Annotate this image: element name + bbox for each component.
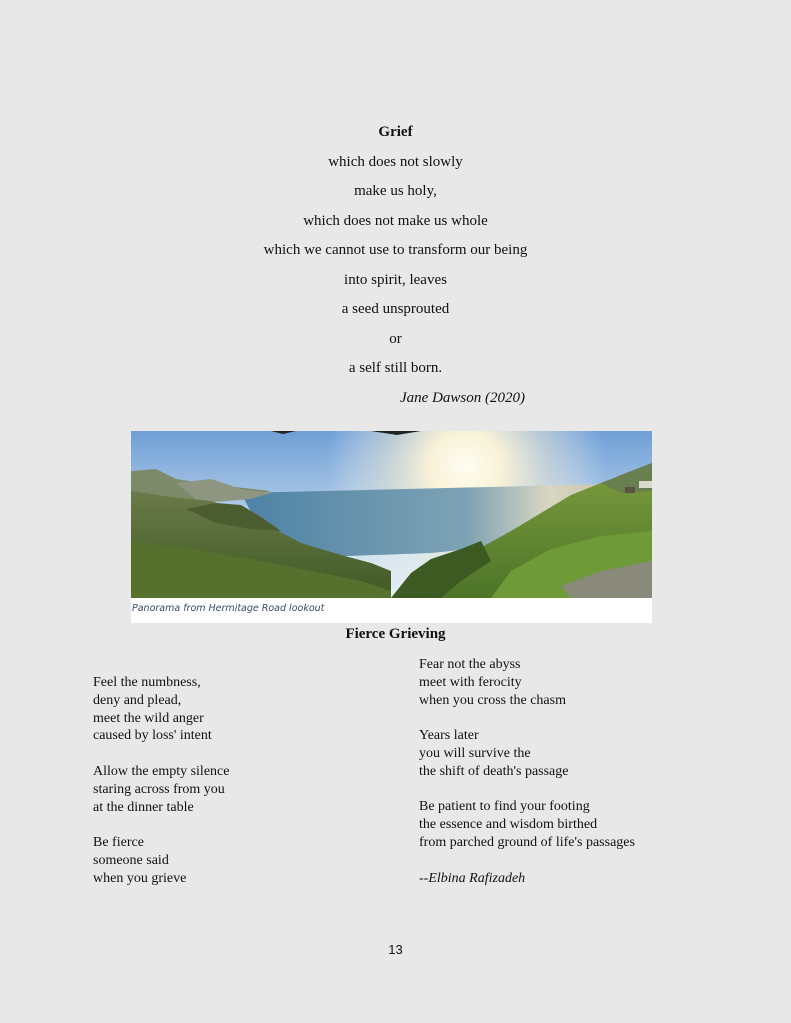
poem-line: meet the wild anger bbox=[93, 710, 204, 726]
poem-line: when you cross the chasm bbox=[419, 692, 566, 708]
poem-line bbox=[419, 852, 635, 870]
poem-signature bbox=[419, 870, 635, 888]
poem-line: Fear not the abyss bbox=[419, 657, 521, 672]
poem-line: a self still born. bbox=[348, 360, 443, 376]
poem-line: from parched ground of life's passages bbox=[419, 834, 635, 850]
signature-name: Elbina Rafizadeh bbox=[428, 870, 526, 886]
poem-line: Be patient to find your footing bbox=[419, 799, 590, 815]
poem-line: the shift of death's passage bbox=[419, 763, 569, 779]
poem-title: Grief bbox=[378, 124, 413, 140]
poem-grief bbox=[0, 122, 791, 406]
poem-line: the essence and wisdom birthed bbox=[419, 817, 598, 833]
poem-line: Feel the numbness, bbox=[93, 675, 201, 690]
panorama-photo bbox=[131, 431, 652, 598]
signature-prefix: -- bbox=[419, 870, 429, 886]
photo-caption: Panorama from Hermitage Road lookout bbox=[132, 603, 325, 614]
poem-line: at the dinner table bbox=[93, 799, 194, 815]
poem-line: caused by loss' intent bbox=[93, 728, 212, 744]
poem-line bbox=[93, 816, 229, 834]
poem-line bbox=[419, 781, 635, 799]
poem-line: which does not slowly bbox=[328, 153, 463, 170]
panorama-image bbox=[131, 431, 652, 598]
poem-line: you will survive the bbox=[419, 745, 531, 761]
poem-author: Jane Dawson (2020) bbox=[400, 390, 525, 406]
poem-line: someone said bbox=[93, 852, 169, 868]
poem-line: meet with ferocity bbox=[419, 674, 522, 690]
page-number: 13 bbox=[388, 942, 403, 957]
poem-line: make us holy, bbox=[354, 183, 437, 199]
poem-line: or bbox=[389, 330, 402, 347]
poem-line bbox=[93, 745, 229, 763]
panorama-figure bbox=[131, 431, 652, 623]
poem-line: Years later bbox=[419, 728, 479, 744]
poem-line: staring across from you bbox=[93, 781, 225, 797]
poem2-right-column bbox=[419, 656, 635, 887]
poem-line: Allow the empty silence bbox=[93, 763, 230, 779]
poem2-title: Fierce Grieving bbox=[345, 626, 446, 642]
poem-line: when you grieve bbox=[93, 870, 187, 886]
poem-line: deny and plead, bbox=[93, 692, 182, 708]
poem-line bbox=[419, 709, 635, 727]
poem-line: a seed unsprouted bbox=[341, 301, 450, 317]
poem-line: which we cannot use to transform our being bbox=[263, 242, 528, 258]
poem-line: into spirit, leaves bbox=[344, 271, 447, 288]
poem-line: which does not make us whole bbox=[303, 212, 488, 229]
poem2-left-column bbox=[93, 674, 229, 888]
poem-line: Be fierce bbox=[93, 835, 144, 851]
